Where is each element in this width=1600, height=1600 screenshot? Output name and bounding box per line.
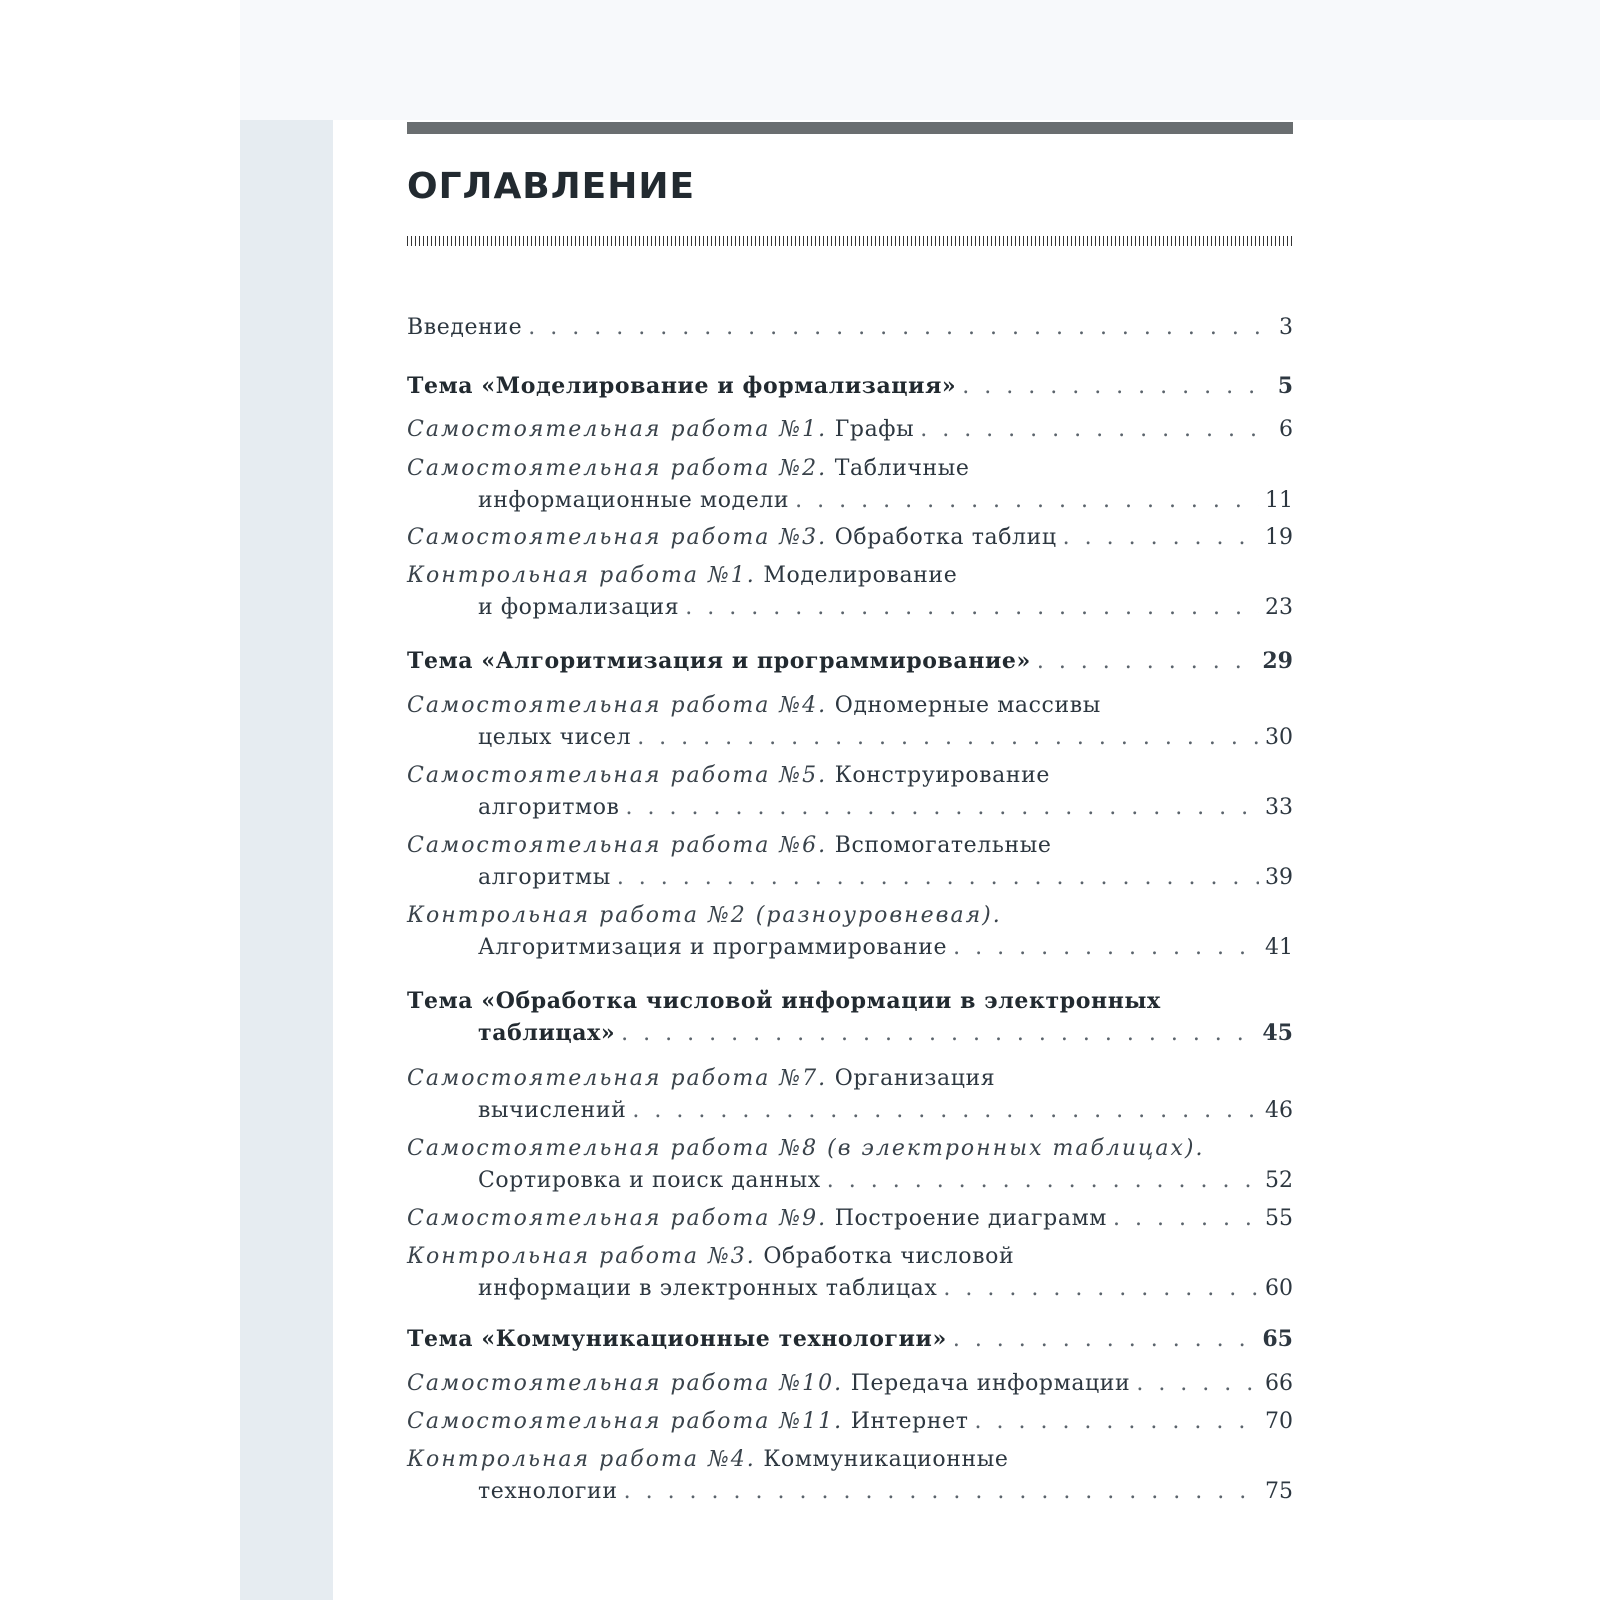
dot-leader	[1037, 646, 1257, 678]
page-number: 23	[1265, 595, 1293, 620]
page-number: 55	[1265, 1206, 1293, 1231]
toc-entry	[407, 1203, 1293, 1235]
toc-entry	[407, 645, 1293, 678]
toc-entry-prefix: Контрольная работа №3.	[407, 1244, 756, 1269]
toc-line	[407, 1323, 1293, 1356]
toc-entry-title: Интернет	[843, 1409, 969, 1434]
toc-line-continuation	[407, 1273, 1293, 1305]
toc-line	[407, 1063, 1293, 1095]
toc-entry-title: Конструирование	[827, 763, 1051, 788]
dot-leader	[632, 1095, 1259, 1127]
toc-line-continuation	[407, 1165, 1293, 1197]
toc-entry-continuation: информации в электронных таблицах	[478, 1276, 938, 1301]
toc-entry-title: Моделирование	[755, 563, 958, 588]
page-number: 30	[1265, 725, 1293, 750]
toc-entry-prefix: Самостоятельная работа №9.	[407, 1206, 828, 1231]
toc-entry-continuation: информационные модели	[478, 488, 790, 513]
toc-line-continuation	[407, 862, 1293, 894]
page-number: 45	[1262, 1020, 1293, 1046]
dot-leader	[626, 792, 1259, 824]
dot-leader	[953, 1324, 1257, 1356]
toc-line	[407, 645, 1293, 678]
toc-entry-title: Тема «Обработка числовой информации в электронных	[407, 988, 1161, 1014]
toc-entry-title: Обработка таблиц	[827, 525, 1057, 550]
toc-entry-title: Обработка числовой	[755, 1244, 1015, 1269]
toc-entry-continuation: Сортировка и поиск данных	[478, 1168, 821, 1193]
toc-entry	[407, 900, 1293, 964]
toc-entry-prefix: Контрольная работа №2 (разноуровневая).	[407, 903, 1002, 928]
toc-entry-title: Тема «Моделирование и формализация»	[407, 373, 957, 399]
toc-line	[407, 414, 1293, 446]
dot-leader	[795, 485, 1259, 517]
toc-entry-prefix: Самостоятельная работа №11.	[407, 1409, 844, 1434]
toc-entry	[407, 1368, 1293, 1400]
toc-entry	[407, 522, 1293, 554]
toc-line	[407, 1368, 1293, 1400]
dot-leader	[685, 592, 1259, 624]
toc-line-continuation	[407, 1017, 1293, 1050]
toc-line	[407, 453, 1293, 485]
toc-line	[407, 830, 1293, 862]
page-number: 65	[1262, 1326, 1293, 1352]
toc-line	[407, 1241, 1293, 1273]
toc-entry-title: Тема «Коммуникационные технологии»	[407, 1326, 947, 1352]
toc-entry-continuation: целых чисел	[478, 725, 632, 750]
dot-leader	[637, 722, 1259, 754]
toc-entry	[407, 560, 1293, 624]
toc-entry	[407, 830, 1293, 894]
toc-entry-prefix: Самостоятельная работа №1.	[407, 417, 828, 442]
toc-entry-continuation: технологии	[478, 1479, 618, 1504]
toc-line-continuation	[407, 592, 1293, 624]
toc-entry-continuation: алгоритмы	[478, 865, 611, 890]
page-number: 70	[1265, 1409, 1293, 1434]
toc-line	[407, 1406, 1293, 1438]
dot-leader	[1136, 1368, 1259, 1400]
dot-leader	[962, 371, 1259, 403]
toc-line	[407, 1203, 1293, 1235]
toc-entry-title: Передача информации	[843, 1371, 1131, 1396]
toc-entry	[407, 1444, 1293, 1508]
toc-entry-prefix: Самостоятельная работа №5.	[407, 763, 828, 788]
top-rule	[407, 122, 1293, 134]
toc-entry-title: Построение диаграмм	[827, 1206, 1108, 1231]
toc-entry	[407, 760, 1293, 824]
page-number: 29	[1262, 648, 1293, 674]
toc-entry-prefix: Самостоятельная работа №8 (в электронных таблицах).	[407, 1136, 1205, 1161]
page-number: 66	[1265, 1371, 1293, 1396]
toc-entry-title: Введение	[407, 315, 523, 340]
toc-line-continuation	[407, 932, 1293, 964]
dot-leader	[617, 862, 1259, 894]
page-margin-strip	[240, 120, 333, 1600]
page-number: 33	[1265, 795, 1293, 820]
toc-line	[407, 985, 1293, 1017]
toc-entry-title: Вспомогательные	[827, 833, 1052, 858]
page-title: ОГЛАВЛЕНИЕ	[407, 166, 696, 207]
hatched-divider	[407, 236, 1293, 246]
toc-entry	[407, 312, 1293, 344]
dot-leader	[953, 932, 1259, 964]
dot-leader	[624, 1476, 1259, 1508]
toc-entry-continuation: и формализация	[478, 595, 680, 620]
toc-entry-prefix: Контрольная работа №4.	[407, 1447, 756, 1472]
toc-line-continuation	[407, 792, 1293, 824]
toc-line	[407, 760, 1293, 792]
toc-entry	[407, 453, 1293, 517]
toc-entry-prefix: Самостоятельная работа №7.	[407, 1066, 828, 1091]
toc-entry-prefix: Самостоятельная работа №3.	[407, 525, 828, 550]
page-number: 41	[1265, 935, 1293, 960]
toc-content	[407, 0, 1293, 1600]
page-number: 11	[1265, 488, 1293, 513]
toc-line-continuation	[407, 1095, 1293, 1127]
toc-entry	[407, 414, 1293, 446]
toc-line	[407, 1133, 1293, 1165]
page-number: 46	[1265, 1098, 1293, 1123]
toc-entry	[407, 1241, 1293, 1305]
page-number: 19	[1265, 525, 1293, 550]
page-number: 3	[1279, 315, 1293, 340]
toc-entry	[407, 1133, 1293, 1197]
toc-line	[407, 560, 1293, 592]
dot-leader	[827, 1165, 1259, 1197]
page-number: 5	[1277, 373, 1293, 399]
toc-entry-title: Графы	[827, 417, 915, 442]
toc-entry-title: Табличные	[827, 456, 970, 481]
toc-entry-prefix: Самостоятельная работа №4.	[407, 693, 828, 718]
toc-entry-title: Коммуникационные	[755, 1447, 1009, 1472]
dot-leader	[943, 1273, 1259, 1305]
page-number: 52	[1265, 1168, 1293, 1193]
dot-leader	[621, 1018, 1256, 1050]
toc-line	[407, 370, 1293, 403]
toc-entry-continuation: алгоритмов	[478, 795, 620, 820]
toc-entry	[407, 370, 1293, 403]
dot-leader	[975, 1406, 1260, 1438]
toc-entry-continuation: таблицах»	[478, 1020, 616, 1046]
dot-leader	[1063, 522, 1259, 554]
page-number: 39	[1265, 865, 1293, 890]
dot-leader	[920, 414, 1259, 446]
toc-line	[407, 690, 1293, 722]
toc-entry-title: Одномерные массивы	[827, 693, 1101, 718]
toc-entry	[407, 1323, 1293, 1356]
toc-entry-prefix: Самостоятельная работа №10.	[407, 1371, 844, 1396]
toc-line	[407, 1444, 1293, 1476]
toc-entry-title: Тема «Алгоритмизация и программирование»	[407, 648, 1031, 674]
toc-line	[407, 312, 1293, 344]
toc-entry	[407, 1406, 1293, 1438]
toc-entry	[407, 690, 1293, 754]
toc-line-continuation	[407, 722, 1293, 754]
page-number: 6	[1279, 417, 1293, 442]
toc-entry	[407, 1063, 1293, 1127]
toc-line	[407, 522, 1293, 554]
page-number: 75	[1265, 1479, 1293, 1504]
toc-entry-title: Организация	[827, 1066, 996, 1091]
page-number: 60	[1265, 1276, 1293, 1301]
dot-leader	[528, 312, 1259, 344]
toc-line-continuation	[407, 485, 1293, 517]
toc-line	[407, 900, 1293, 932]
toc-entry-continuation: Алгоритмизация и программирование	[478, 935, 948, 960]
toc-line-continuation	[407, 1476, 1293, 1508]
toc-entry-prefix: Самостоятельная работа №6.	[407, 833, 828, 858]
dot-leader	[1113, 1203, 1259, 1235]
toc-entry-continuation: вычислений	[478, 1098, 627, 1123]
toc-entry-prefix: Контрольная работа №1.	[407, 563, 756, 588]
toc-entry-prefix: Самостоятельная работа №2.	[407, 456, 828, 481]
toc-entry	[407, 985, 1293, 1050]
